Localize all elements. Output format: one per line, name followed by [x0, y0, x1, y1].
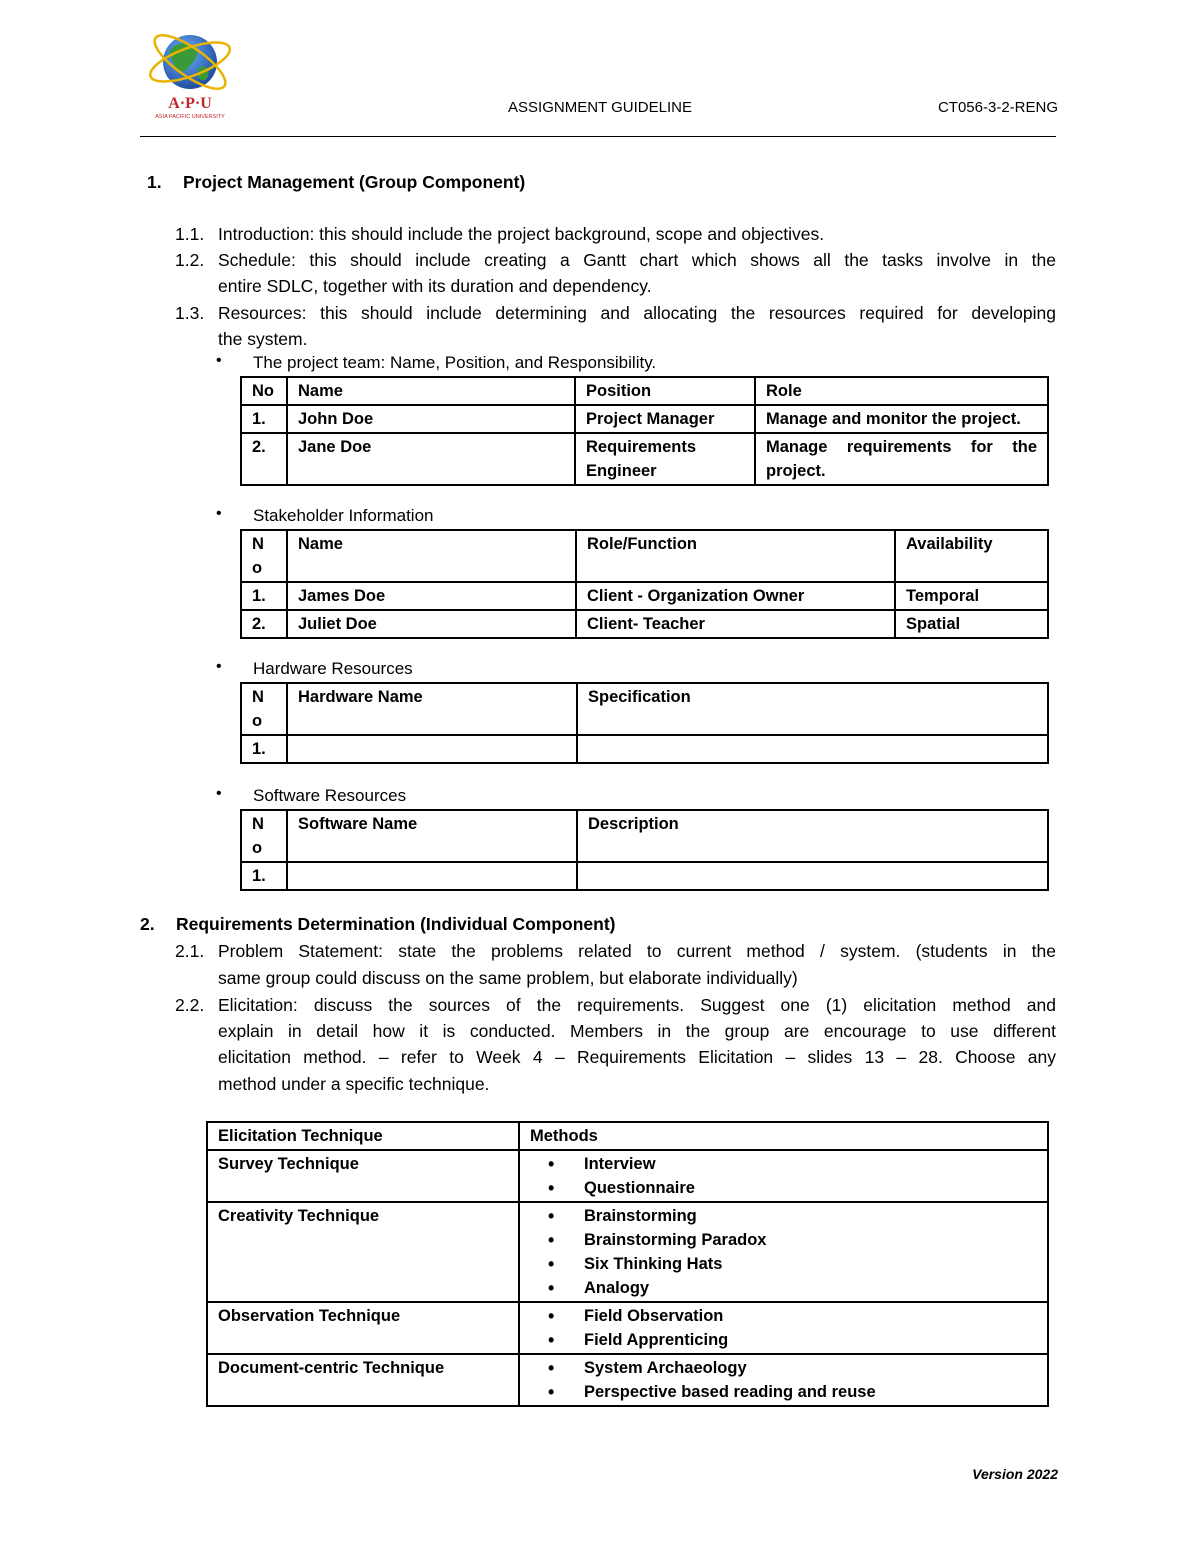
table-row: [207, 1150, 1048, 1202]
method-item: • Perspective based reading and reuse: [530, 1380, 1037, 1404]
table-header-row: [241, 377, 1048, 405]
header-cell-no: [241, 810, 287, 862]
item-2-2-line1: Elicitation: discuss the sources of the requirements. Suggest one (1) elicitation method and: [218, 995, 1056, 1015]
header-cell: Role/Function: [576, 530, 895, 582]
table-header-row: [241, 810, 1048, 862]
item-2-2-number: 2.2.: [175, 995, 205, 1015]
stakeholder-table: [240, 529, 1049, 639]
header-no-line2: o: [252, 559, 263, 577]
stakeholder-bullet-text: Stakeholder Information: [253, 506, 434, 525]
table-row: [241, 582, 1048, 610]
cell-name: [287, 735, 577, 763]
item-1-3-line2: the system.: [218, 329, 308, 349]
cell-name: James Doe: [287, 582, 576, 610]
header-cell: Description: [577, 810, 1048, 862]
cell-technique: Observation Technique: [207, 1302, 519, 1354]
course-code: CT056-3-2-RENG: [937, 99, 1058, 116]
cell-name: [287, 862, 577, 890]
method-item: • Six Thinking Hats: [530, 1252, 1037, 1276]
cell-methods: [519, 1302, 1048, 1354]
method-item: • Questionnaire: [530, 1176, 1037, 1200]
cell-role: Client - Organization Owner: [576, 582, 895, 610]
item-1-1-text: Introduction: this should include the project background, scope and objectives.: [218, 224, 825, 244]
cell-methods: [519, 1354, 1048, 1406]
table-row: [207, 1354, 1048, 1406]
section-2-number: 2.: [140, 914, 155, 934]
item-1-2-line2: entire SDLC, together with its duration and dependency.: [218, 276, 652, 296]
methods-list: [530, 1304, 1037, 1352]
header-cell: Role: [755, 377, 1048, 405]
cell-availability: Temporal: [895, 582, 1048, 610]
cell-no: 1.: [241, 582, 287, 610]
header-cell: Position: [575, 377, 755, 405]
method-item: • Field Observation: [530, 1304, 1037, 1328]
logo-text: A·P·U: [168, 95, 212, 112]
project-team-table: [240, 376, 1049, 486]
header-cell: No: [241, 377, 287, 405]
cell-role-line2: project.: [766, 462, 826, 480]
item-2-1-number: 2.1.: [175, 941, 205, 961]
methods-list: [530, 1152, 1037, 1200]
version-footer: Version 2022: [972, 1466, 1058, 1482]
cell-position: [575, 433, 755, 485]
table-row: [207, 1302, 1048, 1354]
cell-availability: Spatial: [895, 610, 1048, 638]
cell-role-line1: Manage requirements for the: [766, 438, 1037, 456]
cell-role: Manage and monitor the project.: [755, 405, 1048, 433]
bullet-dot: •: [216, 505, 222, 522]
item-1-3-number: 1.3.: [175, 303, 205, 323]
cell-desc: [577, 862, 1048, 890]
bullet-dot: •: [216, 658, 222, 675]
header-cell-no: [241, 683, 287, 735]
header-cell-no: [241, 530, 287, 582]
cell-name: John Doe: [287, 405, 575, 433]
header-title: ASSIGNMENT GUIDELINE: [508, 99, 692, 116]
header-no-line2: o: [252, 712, 263, 730]
cell-position-line2: Engineer: [586, 462, 657, 480]
header-no-line1: N: [252, 815, 264, 833]
header-cell: Elicitation Technique: [207, 1122, 519, 1150]
method-item: • Field Apprenticing: [530, 1328, 1037, 1352]
cell-technique: Creativity Technique: [207, 1202, 519, 1302]
cell-no: 1.: [241, 735, 287, 763]
table-row: [241, 405, 1048, 433]
cell-position: Project Manager: [575, 405, 755, 433]
table-row: [241, 433, 1048, 485]
section-1-number: 1.: [147, 172, 162, 192]
item-1-3-line1: Resources: this should include determining and allocating the resources required for developing: [218, 303, 1056, 323]
method-item: • System Archaeology: [530, 1356, 1037, 1380]
cell-role: [755, 433, 1048, 485]
table-row: [241, 610, 1048, 638]
header-no-line1: N: [252, 688, 264, 706]
header-cell: Name: [287, 530, 576, 582]
cell-technique: Survey Technique: [207, 1150, 519, 1202]
cell-methods: [519, 1202, 1048, 1302]
table-row: [207, 1202, 1048, 1302]
section-1-title: Project Management (Group Component): [183, 172, 526, 192]
elicitation-table: [206, 1121, 1049, 1407]
header-no-line2: o: [252, 839, 263, 857]
cell-name: Jane Doe: [287, 433, 575, 485]
method-item: • Analogy: [530, 1276, 1037, 1300]
logo-subtext: ASIA PACIFIC UNIVERSITY: [155, 114, 225, 120]
apu-logo: [140, 28, 240, 120]
cell-technique: Document-centric Technique: [207, 1354, 519, 1406]
cell-methods: [519, 1150, 1048, 1202]
header-cell: Specification: [577, 683, 1048, 735]
item-2-1-line1: Problem Statement: state the problems related to current method / system. (students in the: [218, 941, 1056, 961]
methods-list: [530, 1204, 1037, 1300]
cell-spec: [577, 735, 1048, 763]
bullet-dot: •: [216, 785, 222, 802]
cell-no: 2.: [241, 433, 287, 485]
section-2-title: Requirements Determination (Individual Component): [176, 914, 616, 934]
method-item: • Brainstorming Paradox: [530, 1228, 1037, 1252]
header-cell: Availability: [895, 530, 1048, 582]
table-header-row: [241, 683, 1048, 735]
item-2-2-line2: explain in detail how it is conducted. Members in the group are encourage to use different: [218, 1021, 1056, 1041]
table-header-row: [241, 530, 1048, 582]
software-table: [240, 809, 1049, 891]
hardware-bullet-text: Hardware Resources: [253, 659, 413, 678]
cell-no: 1.: [241, 405, 287, 433]
cell-no: 1.: [241, 862, 287, 890]
header-divider: [140, 136, 1056, 137]
method-item: • Interview: [530, 1152, 1037, 1176]
cell-name: Juliet Doe: [287, 610, 576, 638]
cell-role: Client- Teacher: [576, 610, 895, 638]
header-cell: Name: [287, 377, 575, 405]
table-header-row: [207, 1122, 1048, 1150]
header-no-line1: N: [252, 535, 264, 553]
cell-position-line1: Requirements: [586, 438, 697, 456]
header-cell: Software Name: [287, 810, 577, 862]
software-bullet-text: Software Resources: [253, 786, 407, 805]
item-2-2-line3: elicitation method. – refer to Week 4 – Requirements Elicitation – slides 13 – 28. Choose any: [218, 1047, 1056, 1067]
item-2-1-line2: same group could discuss on the same problem, but elaborate individually): [218, 968, 798, 988]
method-item: • Brainstorming: [530, 1204, 1037, 1228]
item-1-1-number: 1.1.: [175, 224, 205, 244]
item-1-2-line1: Schedule: this should include creating a Gantt chart which shows all the tasks involve in the: [218, 250, 1056, 270]
team-bullet-text: The project team: Name, Position, and Responsibility.: [253, 353, 657, 372]
item-1-2-number: 1.2.: [175, 250, 205, 270]
item-2-2-line4: method under a specific technique.: [218, 1074, 490, 1094]
table-row: [241, 735, 1048, 763]
header-cell: Methods: [519, 1122, 1048, 1150]
cell-no: 2.: [241, 610, 287, 638]
header-cell: Hardware Name: [287, 683, 577, 735]
methods-list: [530, 1356, 1037, 1404]
bullet-dot: •: [216, 352, 222, 369]
hardware-table: [240, 682, 1049, 764]
table-row: [241, 862, 1048, 890]
